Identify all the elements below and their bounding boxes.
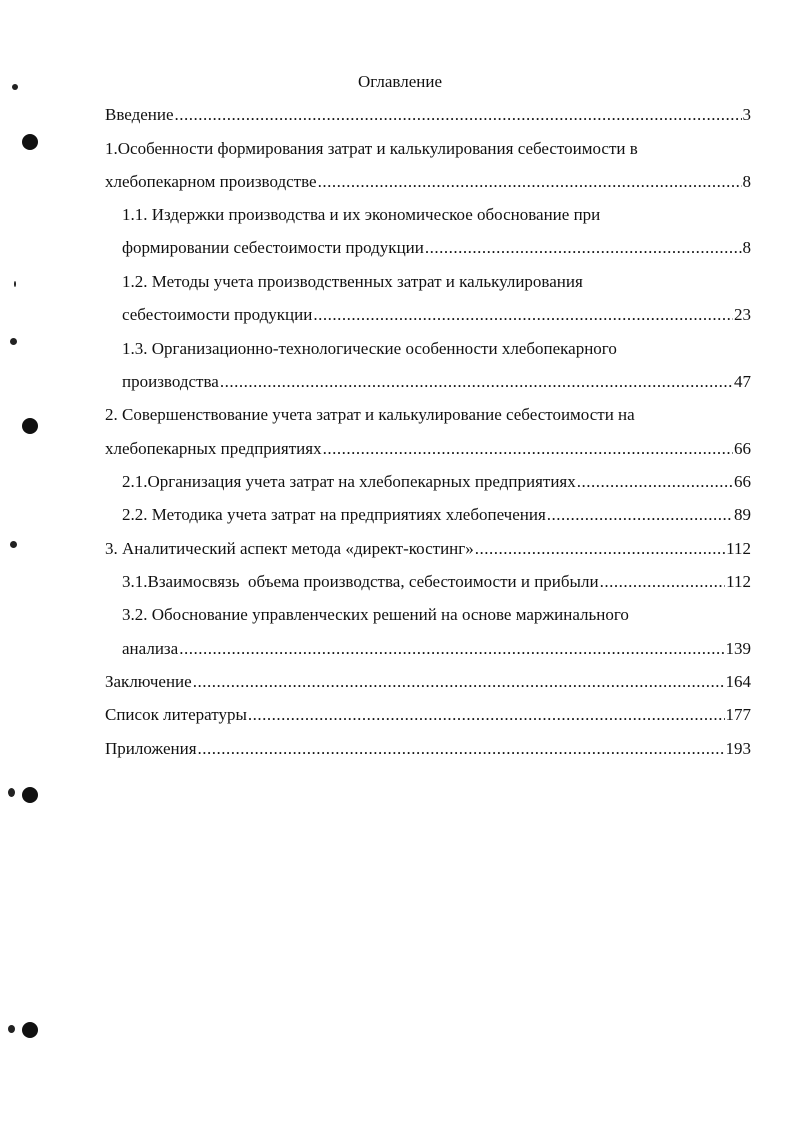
punch-hole (22, 787, 38, 803)
toc-leader-dots (193, 665, 725, 699)
toc-entry-page: 23 (734, 305, 751, 324)
toc-entry-page: 112 (726, 539, 751, 558)
scan-speck (10, 541, 17, 548)
toc-entry-bibliography[interactable] (105, 698, 751, 732)
toc-entry-text: анализа (122, 639, 179, 658)
toc-entry-page: 47 (734, 372, 751, 391)
toc-entry-text: хлебопекарных предприятиях (105, 439, 322, 458)
toc-entry-section-3-2-cont[interactable] (122, 632, 751, 666)
toc-entry-page: 3 (742, 105, 751, 124)
toc-entry-section-3-2[interactable] (122, 598, 751, 632)
toc-entry-page: 8 (742, 238, 751, 257)
toc-entry-text: 1.Особенности формирования затрат и калькулирования себестоимости в (105, 139, 638, 158)
toc-leader-dots (425, 231, 742, 265)
toc-entry-page: 66 (734, 439, 751, 458)
toc-entry-section-1-2-cont[interactable] (122, 298, 751, 332)
punch-hole (22, 418, 38, 434)
toc-entry-text: 2.1.Организация учета затрат на хлебопекарных предприятиях (122, 472, 576, 491)
toc-leader-dots (179, 632, 724, 666)
toc-entry-appendices[interactable] (105, 732, 751, 766)
scan-speck (8, 1025, 15, 1033)
toc-entry-section-1-3[interactable] (122, 332, 751, 366)
toc-entry-section-1-3-cont[interactable] (122, 365, 751, 399)
toc-leader-dots (475, 532, 725, 566)
toc-entry-page: 193 (725, 739, 751, 758)
toc-entry-section-1-1-cont[interactable] (122, 231, 751, 265)
toc-entry-text: 3. Аналитический аспект метода «директ-костинг» (105, 539, 474, 558)
toc-leader-dots (577, 465, 733, 499)
toc-entry-section-3-1[interactable] (122, 565, 751, 599)
toc-entry-text: хлебопекарном производстве (105, 172, 317, 191)
toc-entry-section-1-1[interactable] (122, 198, 751, 232)
punch-hole (22, 134, 38, 150)
toc-entry-chapter-3[interactable] (105, 532, 751, 566)
scan-speck (8, 788, 15, 797)
toc-leader-dots (600, 565, 726, 599)
toc-leader-dots (248, 698, 725, 732)
toc-entry-page: 164 (725, 672, 751, 691)
toc-entry-conclusion[interactable] (105, 665, 751, 699)
toc-entry-chapter-1-cont[interactable] (105, 165, 751, 199)
toc-entry-text: Заключение (105, 672, 192, 691)
toc-entry-text: производства (122, 372, 219, 391)
toc-leader-dots (220, 365, 733, 399)
toc-entry-section-1-2[interactable] (122, 265, 751, 299)
scan-speck (12, 84, 18, 90)
toc-entry-page: 112 (726, 572, 751, 591)
toc-leader-dots (198, 732, 725, 766)
toc-entry-intro[interactable] (105, 98, 751, 132)
scan-speck (10, 338, 17, 345)
toc-entry-text: 2.2. Методика учета затрат на предприятиях хлебопечения (122, 505, 546, 524)
toc-leader-dots (313, 298, 733, 332)
toc-entry-text: 1.2. Методы учета производственных затрат и калькулирования (122, 272, 583, 291)
toc-entry-text: 2. Совершенствование учета затрат и калькулирование себестоимости на (105, 405, 635, 424)
toc-leader-dots (323, 432, 733, 466)
scan-speck (14, 281, 16, 287)
toc-entry-text: формировании себестоимости продукции (122, 238, 424, 257)
toc-entry-text: Список литературы (105, 705, 247, 724)
toc-leader-dots (318, 165, 742, 199)
toc-entry-section-2-1[interactable] (122, 465, 751, 499)
toc-entry-section-2-2[interactable] (122, 498, 751, 532)
toc-entry-text: 3.1.Взаимосвязь объема производства, себестоимости и прибыли (122, 572, 599, 591)
toc-entry-page: 89 (734, 505, 751, 524)
toc-entry-page: 177 (725, 705, 751, 724)
toc-leader-dots (175, 98, 742, 132)
toc-entry-chapter-1[interactable] (105, 132, 751, 166)
toc-entry-text: 3.2. Обоснование управленческих решений на основе маржинального (122, 605, 629, 624)
toc-entry-page: 8 (742, 172, 751, 191)
toc-entry-text: себестоимости продукции (122, 305, 313, 324)
toc-entry-page: 139 (725, 639, 751, 658)
toc-entry-page: 66 (734, 472, 751, 491)
toc-entry-chapter-2[interactable] (105, 398, 751, 432)
toc-entry-text: 1.1. Издержки производства и их экономическое обоснование при (122, 205, 601, 224)
toc-leader-dots (547, 498, 733, 532)
page-title: Оглавление (358, 72, 442, 91)
punch-hole (22, 1022, 38, 1038)
toc-entry-text: Введение (105, 105, 174, 124)
toc-entry-text: 1.3. Организационно-технологические особенности хлебопекарного (122, 339, 617, 358)
toc-entry-chapter-2-cont[interactable] (105, 432, 751, 466)
toc-entry-text: Приложения (105, 739, 197, 758)
